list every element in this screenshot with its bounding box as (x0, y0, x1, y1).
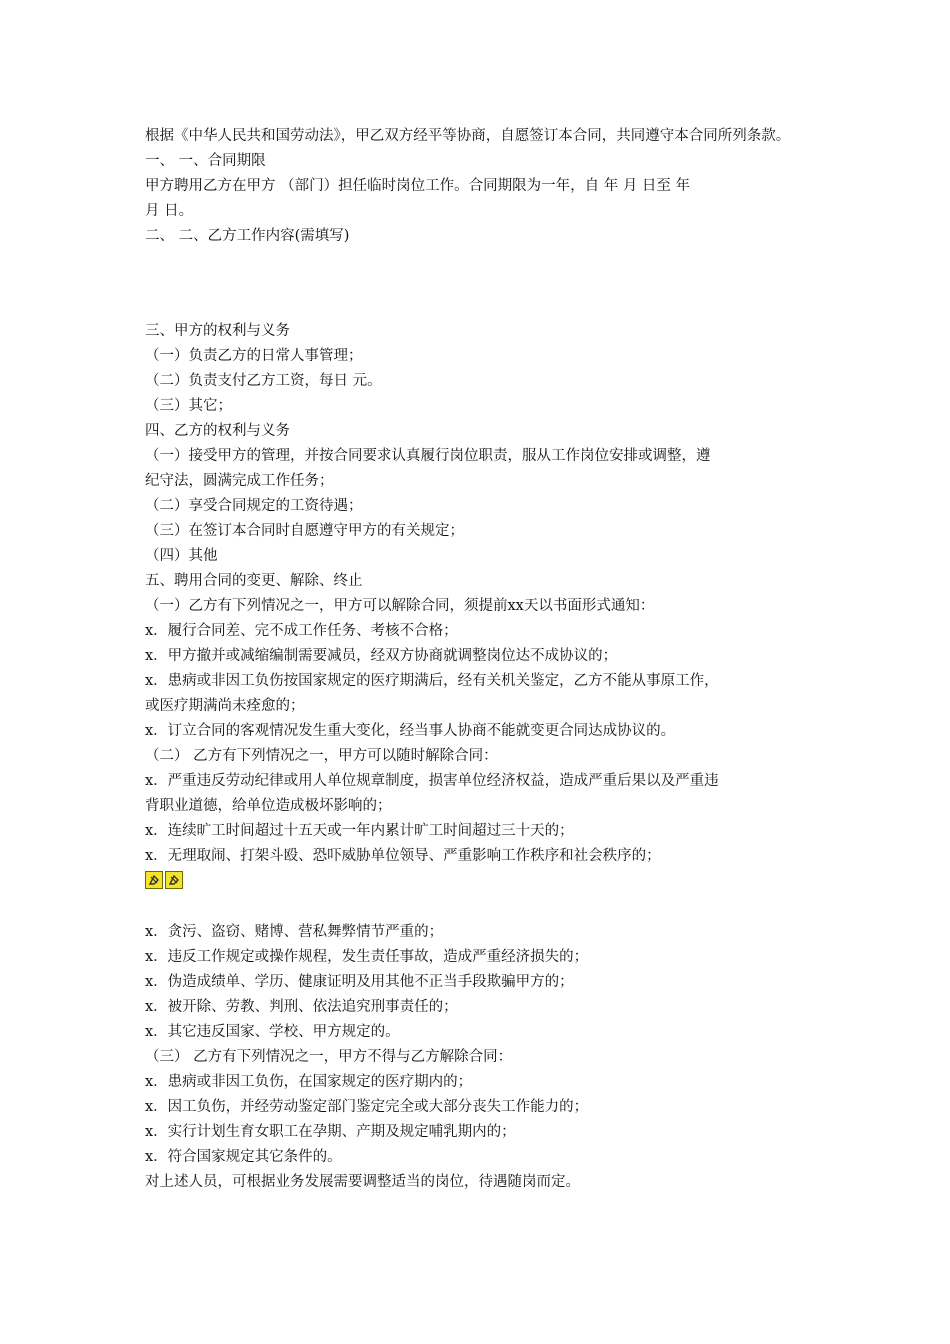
section-5-sub-2-item: x．被开除、劳教、判刑、依法追究刑事责任的； (145, 999, 458, 1015)
section-4-title: 四、乙方的权利与义务 (145, 423, 290, 439)
contract-document (145, 124, 815, 1195)
section-5-sub-1-title: （一）乙方有下列情况之一，甲方可以解除合同，须提前xx天以书面形式通知： (145, 598, 655, 614)
section-4-item-1-line-2: 纪守法，圆满完成工作任务； (145, 473, 334, 489)
section-4-item: （三）在签订本合同时自愿遵守甲方的有关规定； (145, 523, 464, 539)
section-5-sub-3-item: x．符合国家规定其它条件的。 (145, 1149, 342, 1165)
section-3-item: （二）负责支付乙方工资，每日 元。 (145, 373, 382, 389)
section-5-sub-2-item: x．无理取闹、打架斗殴、恐吓威胁单位领导、严重影响工作秩序和社会秩序的； (145, 848, 661, 864)
intro-paragraph: 根据《中华人民共和国劳动法》，甲乙双方经平等协商，自愿签订本合同，共同遵守本合同所列条款。 (145, 128, 791, 144)
section-5-title: 五、聘用合同的变更、解除、终止 (145, 573, 363, 589)
section-5-sub-3-item: x．患病或非因工负伤，在国家规定的医疗期内的； (145, 1074, 473, 1090)
section-5-sub-2-item-1-line-1: x．严重违反劳动纪律或用人单位规章制度，损害单位经济权益，造成严重后果以及严重违 (145, 773, 719, 789)
section-1-text-line-2: 月 日。 (145, 203, 194, 219)
section-3-title: 三、甲方的权利与义务 (145, 323, 290, 339)
section-5-sub-2-item: x．伪造成绩单、学历、健康证明及用其他不正当手段欺骗甲方的； (145, 974, 574, 990)
section-4-item: （四）其他 (145, 548, 218, 564)
closing-paragraph: 对上述人员，可根据业务发展需要调整适当的岗位，待遇随岗而定。 (145, 1174, 580, 1190)
section-5-sub-2-item: x．违反工作规定或操作规程，发生责任事故，造成严重经济损失的； (145, 949, 589, 965)
section-5-sub-3-item: x．实行计划生育女职工在孕期、产期及规定哺乳期内的； (145, 1124, 516, 1140)
section-5-sub-2-title: （二） 乙方有下列情况之一，甲方可以随时解除合同： (145, 748, 498, 764)
blank-space (145, 249, 815, 319)
blank-space (145, 897, 815, 920)
broken-image-icon (165, 871, 183, 889)
section-5-sub-2-item: x．其它违反国家、学校、甲方规定的。 (145, 1024, 400, 1040)
section-5-sub-3-item: x．因工负伤，并经劳动鉴定部门鉴定完全或大部分丧失工作能力的； (145, 1099, 589, 1115)
section-5-sub-1-item-3-line-2: 或医疗期满尚未痊愈的； (145, 698, 305, 714)
section-5-sub-1-item-4: x．订立合同的客观情况发生重大变化，经当事人协商不能就变更合同达成协议的。 (145, 723, 676, 739)
section-5-sub-1-item: x．履行合同差、完不成工作任务、考核不合格； (145, 623, 458, 639)
section-1-title: 一、 一、合同期限 (145, 153, 266, 169)
section-4-item-1-line-1: （一）接受甲方的管理，并按合同要求认真履行岗位职责，服从工作岗位安排或调整，遵 (145, 448, 711, 464)
section-5-sub-2-item: x．连续旷工时间超过十五天或一年内累计旷工时间超过三十天的； (145, 823, 574, 839)
embedded-image-placeholders (145, 869, 815, 897)
section-4-item: （二）享受合同规定的工资待遇； (145, 498, 363, 514)
section-5-sub-2-item-1-line-2: 背职业道德，给单位造成极坏影响的； (145, 798, 392, 814)
section-5-sub-2-item: x．贪污、盗窃、赌博、营私舞弊情节严重的； (145, 924, 444, 940)
section-3-item: （三）其它； (145, 398, 232, 414)
section-3-item: （一）负责乙方的日常人事管理； (145, 348, 363, 364)
section-5-sub-1-item-3-line-1: x．患病或非因工负伤按国家规定的医疗期满后，经有关机关鉴定，乙方不能从事原工作， (145, 673, 719, 689)
section-2-title: 二、 二、乙方工作内容(需填写) (145, 228, 350, 244)
broken-image-icon (145, 871, 163, 889)
section-1-text-line-1: 甲方聘用乙方在甲方 （部门）担任临时岗位工作。合同期限为一年，自 年 月 日至 年 (145, 178, 691, 194)
section-5-sub-3-title: （三） 乙方有下列情况之一，甲方不得与乙方解除合同： (145, 1049, 513, 1065)
section-5-sub-1-item: x．甲方撤并或减缩编制需要减员，经双方协商就调整岗位达不成协议的； (145, 648, 618, 664)
